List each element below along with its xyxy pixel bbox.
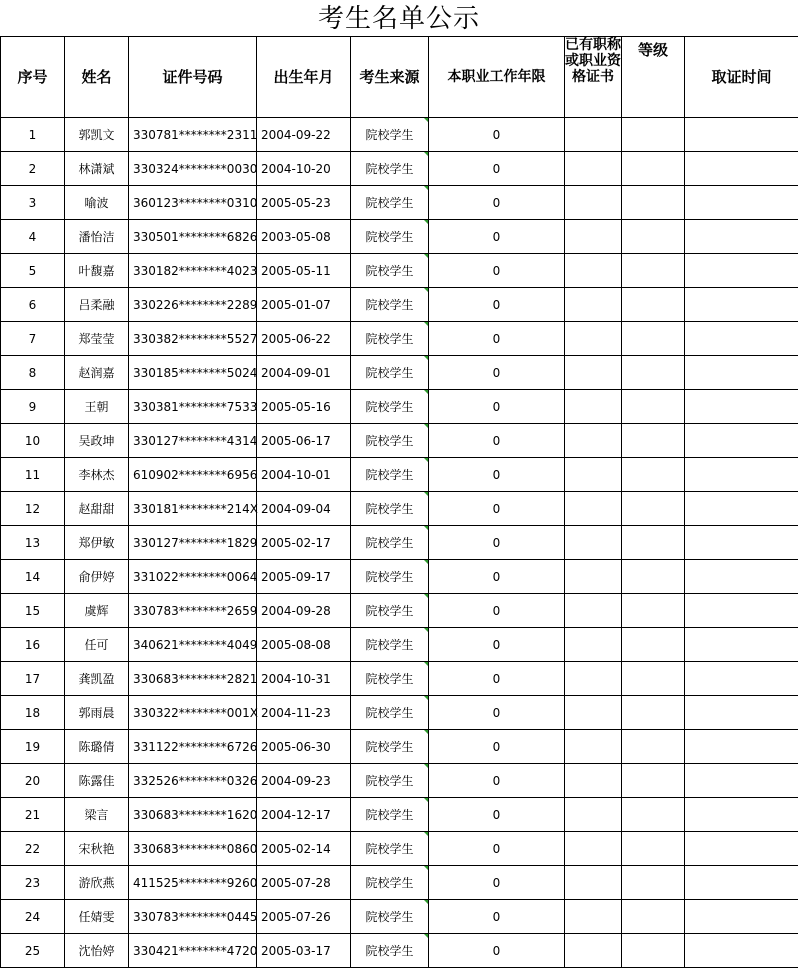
table-row: [1, 152, 798, 186]
cell-work-years: 0: [429, 696, 565, 730]
cell-source: 院校学生: [351, 662, 429, 696]
cell-level: [622, 764, 685, 798]
cell-seq: 10: [1, 424, 65, 458]
table-row: [1, 628, 798, 662]
cell-source: 院校学生: [351, 152, 429, 186]
cell-work-years: 0: [429, 390, 565, 424]
cell-cert-date: [685, 628, 798, 662]
cell-id-number: 330421********4720: [129, 934, 257, 968]
cell-name: 喻波: [65, 186, 129, 220]
cell-cert-date: [685, 798, 798, 832]
table-row: [1, 356, 798, 390]
table-row: [1, 424, 798, 458]
cell-birth-date: 2005-02-14: [257, 832, 351, 866]
cell-name: 郭凯文: [65, 118, 129, 152]
cell-source: 院校学生: [351, 900, 429, 934]
cell-source: 院校学生: [351, 492, 429, 526]
cell-source: 院校学生: [351, 356, 429, 390]
cell-seq: 15: [1, 594, 65, 628]
cell-name: 陈露佳: [65, 764, 129, 798]
cell-source: 院校学生: [351, 118, 429, 152]
cell-level: [622, 288, 685, 322]
cell-work-years: 0: [429, 288, 565, 322]
cell-work-years: 0: [429, 934, 565, 968]
header-cert-date: 取证时间: [685, 37, 798, 118]
cell-id-number: 330382********5527: [129, 322, 257, 356]
cell-cert-date: [685, 764, 798, 798]
cell-level: [622, 390, 685, 424]
cell-cert-date: [685, 900, 798, 934]
cell-id-number: 411525********9260: [129, 866, 257, 900]
cell-birth-date: 2005-01-07: [257, 288, 351, 322]
cell-id-number: 330381********7533: [129, 390, 257, 424]
cell-certificate: [565, 526, 622, 560]
table-row: [1, 832, 798, 866]
cell-id-number: 330683********2821: [129, 662, 257, 696]
cell-level: [622, 560, 685, 594]
cell-birth-date: 2005-07-28: [257, 866, 351, 900]
table-row: [1, 492, 798, 526]
cell-name: 潘怡洁: [65, 220, 129, 254]
cell-birth-date: 2005-06-17: [257, 424, 351, 458]
table-row: [1, 730, 798, 764]
cell-name: 林潇斌: [65, 152, 129, 186]
cell-certificate: [565, 492, 622, 526]
cell-source: 院校学生: [351, 220, 429, 254]
cell-cert-date: [685, 866, 798, 900]
cell-source: 院校学生: [351, 696, 429, 730]
cell-work-years: 0: [429, 186, 565, 220]
cell-work-years: 0: [429, 798, 565, 832]
cell-source: 院校学生: [351, 424, 429, 458]
cell-work-years: 0: [429, 118, 565, 152]
cell-name: 郭雨晨: [65, 696, 129, 730]
cell-source: 院校学生: [351, 322, 429, 356]
cell-id-number: 331122********6726: [129, 730, 257, 764]
cell-birth-date: 2004-09-28: [257, 594, 351, 628]
cell-work-years: 0: [429, 560, 565, 594]
cell-seq: 12: [1, 492, 65, 526]
cell-seq: 25: [1, 934, 65, 968]
cell-level: [622, 934, 685, 968]
cell-source: 院校学生: [351, 458, 429, 492]
cell-id-number: 330322********001X: [129, 696, 257, 730]
cell-birth-date: 2004-10-01: [257, 458, 351, 492]
cell-id-number: 330683********1620: [129, 798, 257, 832]
cell-level: [622, 662, 685, 696]
cell-source: 院校学生: [351, 866, 429, 900]
cell-id-number: 330185********5024: [129, 356, 257, 390]
cell-id-number: 330683********0860: [129, 832, 257, 866]
cell-name: 梁言: [65, 798, 129, 832]
cell-id-number: 330324********0030: [129, 152, 257, 186]
cell-seq: 4: [1, 220, 65, 254]
cell-cert-date: [685, 254, 798, 288]
cell-name: 郑伊敏: [65, 526, 129, 560]
table-row: [1, 186, 798, 220]
table-row: [1, 526, 798, 560]
cell-name: 叶馥嘉: [65, 254, 129, 288]
table-row: [1, 118, 798, 152]
cell-name: 赵润嘉: [65, 356, 129, 390]
cell-birth-date: 2005-09-17: [257, 560, 351, 594]
cell-cert-date: [685, 390, 798, 424]
cell-certificate: [565, 152, 622, 186]
cell-seq: 21: [1, 798, 65, 832]
table-row: [1, 696, 798, 730]
cell-name: 陈璐倩: [65, 730, 129, 764]
cell-birth-date: 2004-09-01: [257, 356, 351, 390]
cell-id-number: 331022********0064: [129, 560, 257, 594]
cell-certificate: [565, 288, 622, 322]
cell-seq: 9: [1, 390, 65, 424]
cell-work-years: 0: [429, 322, 565, 356]
cell-level: [622, 152, 685, 186]
cell-seq: 6: [1, 288, 65, 322]
cell-id-number: 330127********4314: [129, 424, 257, 458]
cell-certificate: [565, 560, 622, 594]
header-birth-date: 出生年月: [257, 37, 351, 118]
cell-name: 沈怡婷: [65, 934, 129, 968]
cell-work-years: 0: [429, 152, 565, 186]
cell-seq: 2: [1, 152, 65, 186]
cell-cert-date: [685, 662, 798, 696]
cell-id-number: 330181********214X: [129, 492, 257, 526]
cell-source: 院校学生: [351, 254, 429, 288]
cell-cert-date: [685, 696, 798, 730]
cell-level: [622, 866, 685, 900]
header-level: 等级: [622, 37, 685, 118]
cell-level: [622, 458, 685, 492]
cell-source: 院校学生: [351, 934, 429, 968]
cell-name: 赵甜甜: [65, 492, 129, 526]
cell-birth-date: 2003-05-08: [257, 220, 351, 254]
cell-birth-date: 2005-05-23: [257, 186, 351, 220]
table-row: [1, 288, 798, 322]
cell-name: 虞辉: [65, 594, 129, 628]
cell-id-number: 330127********1829: [129, 526, 257, 560]
cell-level: [622, 900, 685, 934]
cell-name: 任婧雯: [65, 900, 129, 934]
cell-name: 郑莹莹: [65, 322, 129, 356]
cell-source: 院校学生: [351, 628, 429, 662]
candidate-table: [0, 36, 798, 968]
cell-work-years: 0: [429, 628, 565, 662]
header-id-number: 证件号码: [129, 37, 257, 118]
cell-seq: 3: [1, 186, 65, 220]
cell-work-years: 0: [429, 424, 565, 458]
cell-birth-date: 2005-08-08: [257, 628, 351, 662]
cell-work-years: 0: [429, 492, 565, 526]
cell-cert-date: [685, 288, 798, 322]
cell-level: [622, 356, 685, 390]
cell-certificate: [565, 934, 622, 968]
cell-work-years: 0: [429, 730, 565, 764]
cell-certificate: [565, 356, 622, 390]
cell-cert-date: [685, 220, 798, 254]
cell-certificate: [565, 900, 622, 934]
cell-seq: 13: [1, 526, 65, 560]
cell-birth-date: 2005-06-22: [257, 322, 351, 356]
cell-level: [622, 798, 685, 832]
cell-birth-date: 2004-10-31: [257, 662, 351, 696]
cell-level: [622, 628, 685, 662]
cell-name: 吕柔融: [65, 288, 129, 322]
cell-seq: 22: [1, 832, 65, 866]
cell-level: [622, 526, 685, 560]
cell-work-years: 0: [429, 594, 565, 628]
cell-birth-date: 2005-02-17: [257, 526, 351, 560]
cell-source: 院校学生: [351, 560, 429, 594]
cell-cert-date: [685, 118, 798, 152]
cell-cert-date: [685, 186, 798, 220]
cell-birth-date: 2005-03-17: [257, 934, 351, 968]
cell-cert-date: [685, 152, 798, 186]
cell-cert-date: [685, 934, 798, 968]
cell-name: 任可: [65, 628, 129, 662]
cell-birth-date: 2005-07-26: [257, 900, 351, 934]
cell-certificate: [565, 186, 622, 220]
cell-seq: 24: [1, 900, 65, 934]
cell-certificate: [565, 832, 622, 866]
cell-source: 院校学生: [351, 526, 429, 560]
cell-certificate: [565, 628, 622, 662]
cell-certificate: [565, 118, 622, 152]
cell-cert-date: [685, 356, 798, 390]
cell-cert-date: [685, 730, 798, 764]
cell-seq: 20: [1, 764, 65, 798]
header-row: [1, 37, 798, 118]
cell-seq: 16: [1, 628, 65, 662]
table-row: [1, 254, 798, 288]
cell-id-number: 330781********2311: [129, 118, 257, 152]
cell-cert-date: [685, 560, 798, 594]
cell-birth-date: 2004-09-22: [257, 118, 351, 152]
cell-birth-date: 2004-10-20: [257, 152, 351, 186]
cell-level: [622, 254, 685, 288]
cell-source: 院校学生: [351, 832, 429, 866]
cell-birth-date: 2004-12-17: [257, 798, 351, 832]
cell-cert-date: [685, 424, 798, 458]
cell-seq: 14: [1, 560, 65, 594]
cell-seq: 8: [1, 356, 65, 390]
table-row: [1, 390, 798, 424]
cell-birth-date: 2004-09-04: [257, 492, 351, 526]
cell-id-number: 330783********2659: [129, 594, 257, 628]
cell-level: [622, 492, 685, 526]
header-work-years: 本职业工作年限: [429, 37, 565, 118]
cell-birth-date: 2005-05-16: [257, 390, 351, 424]
cell-level: [622, 118, 685, 152]
cell-work-years: 0: [429, 900, 565, 934]
cell-source: 院校学生: [351, 390, 429, 424]
cell-work-years: 0: [429, 254, 565, 288]
cell-certificate: [565, 696, 622, 730]
table-row: [1, 866, 798, 900]
cell-seq: 1: [1, 118, 65, 152]
cell-work-years: 0: [429, 526, 565, 560]
cell-cert-date: [685, 832, 798, 866]
cell-id-number: 360123********0310: [129, 186, 257, 220]
cell-work-years: 0: [429, 662, 565, 696]
cell-birth-date: 2004-11-23: [257, 696, 351, 730]
cell-level: [622, 322, 685, 356]
table-row: [1, 560, 798, 594]
cell-work-years: 0: [429, 356, 565, 390]
cell-name: 游欣燕: [65, 866, 129, 900]
table-row: [1, 322, 798, 356]
cell-work-years: 0: [429, 866, 565, 900]
cell-name: 龚凯盈: [65, 662, 129, 696]
table-row: [1, 798, 798, 832]
cell-id-number: 340621********4049: [129, 628, 257, 662]
cell-seq: 19: [1, 730, 65, 764]
cell-certificate: [565, 254, 622, 288]
cell-source: 院校学生: [351, 730, 429, 764]
cell-id-number: 330226********2289: [129, 288, 257, 322]
cell-source: 院校学生: [351, 594, 429, 628]
cell-seq: 5: [1, 254, 65, 288]
cell-source: 院校学生: [351, 288, 429, 322]
cell-work-years: 0: [429, 458, 565, 492]
cell-certificate: [565, 322, 622, 356]
cell-certificate: [565, 220, 622, 254]
table-row: [1, 220, 798, 254]
cell-work-years: 0: [429, 832, 565, 866]
cell-level: [622, 696, 685, 730]
cell-name: 俞伊婷: [65, 560, 129, 594]
cell-birth-date: 2005-06-30: [257, 730, 351, 764]
cell-certificate: [565, 424, 622, 458]
table-row: [1, 934, 798, 968]
cell-work-years: 0: [429, 220, 565, 254]
table-row: [1, 662, 798, 696]
table-row: [1, 458, 798, 492]
cell-source: 院校学生: [351, 764, 429, 798]
cell-certificate: [565, 390, 622, 424]
table-row: [1, 900, 798, 934]
cell-level: [622, 730, 685, 764]
cell-level: [622, 424, 685, 458]
cell-source: 院校学生: [351, 186, 429, 220]
cell-seq: 11: [1, 458, 65, 492]
cell-work-years: 0: [429, 764, 565, 798]
cell-certificate: [565, 594, 622, 628]
cell-seq: 18: [1, 696, 65, 730]
cell-certificate: [565, 662, 622, 696]
cell-id-number: 330182********4023: [129, 254, 257, 288]
cell-seq: 7: [1, 322, 65, 356]
cell-birth-date: 2004-09-23: [257, 764, 351, 798]
cell-id-number: 610902********6956: [129, 458, 257, 492]
header-source: 考生来源: [351, 37, 429, 118]
cell-level: [622, 186, 685, 220]
cell-certificate: [565, 458, 622, 492]
page-title: 考生名单公示: [0, 0, 798, 36]
cell-id-number: 330501********6826: [129, 220, 257, 254]
cell-source: 院校学生: [351, 798, 429, 832]
cell-birth-date: 2005-05-11: [257, 254, 351, 288]
cell-certificate: [565, 764, 622, 798]
cell-cert-date: [685, 458, 798, 492]
table-row: [1, 764, 798, 798]
cell-name: 李林杰: [65, 458, 129, 492]
cell-cert-date: [685, 594, 798, 628]
cell-seq: 17: [1, 662, 65, 696]
cell-name: 王朝: [65, 390, 129, 424]
cell-cert-date: [685, 526, 798, 560]
cell-certificate: [565, 866, 622, 900]
cell-name: 吴政坤: [65, 424, 129, 458]
cell-name: 宋秋艳: [65, 832, 129, 866]
cell-id-number: 330783********0445: [129, 900, 257, 934]
header-name: 姓名: [65, 37, 129, 118]
cell-certificate: [565, 730, 622, 764]
cell-seq: 23: [1, 866, 65, 900]
cell-id-number: 332526********0326: [129, 764, 257, 798]
header-seq: 序号: [1, 37, 65, 118]
cell-level: [622, 832, 685, 866]
cell-level: [622, 594, 685, 628]
header-certificate: 已有职称或职业资格证书: [565, 37, 622, 118]
table-row: [1, 594, 798, 628]
cell-certificate: [565, 798, 622, 832]
cell-cert-date: [685, 322, 798, 356]
cell-level: [622, 220, 685, 254]
cell-cert-date: [685, 492, 798, 526]
